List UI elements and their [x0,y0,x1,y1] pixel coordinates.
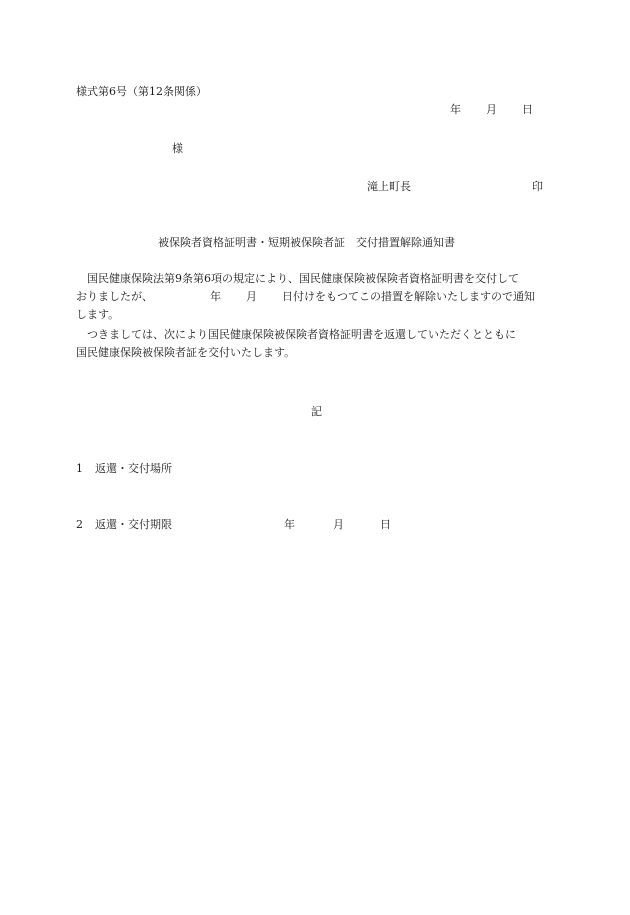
ki-heading: 記 [311,405,322,418]
recipient-suffix: 様 [172,142,183,155]
body-line: つきましては、次により国民健康保険被保険者資格証明書を返還していただくとともに [76,328,516,341]
item-month: 月 [333,518,344,531]
date-year: 年 [450,103,461,116]
body-line: 国民健康保険法第9条第6項の規定により、国民健康保険被保険者資格証明書を交付して [76,272,519,285]
body-month: 月 [246,290,257,303]
issuer: 滝上町長 [367,180,411,193]
date-month: 月 [486,103,497,116]
body-year: 年 [210,290,221,303]
body-line-date [76,288,560,306]
body-paragraph-1 [76,270,560,324]
form-number: 様式第6号（第12条関係） [76,85,207,98]
date-day: 日 [522,103,533,116]
body-text: 日付けをもつてこの措置を解除いたしますので通知 [282,290,535,303]
body-line: 国民健康保険被保険者証を交付いたします。 [76,346,296,359]
document-title: 被保険者資格証明書・短期被保険者証 交付措置解除通知書 [158,236,455,249]
item-label: 返還・交付場所 [95,462,172,475]
body-text: おりましたが、 [76,290,153,303]
item-day: 日 [380,518,391,531]
item-label: 返還・交付期限 [95,518,172,531]
body-paragraph-2 [76,326,560,362]
item-year: 年 [284,518,295,531]
body-line: します。 [76,308,120,321]
seal-mark: 印 [532,180,543,193]
item-number: 2 [76,518,83,531]
item-number: 1 [76,462,83,475]
